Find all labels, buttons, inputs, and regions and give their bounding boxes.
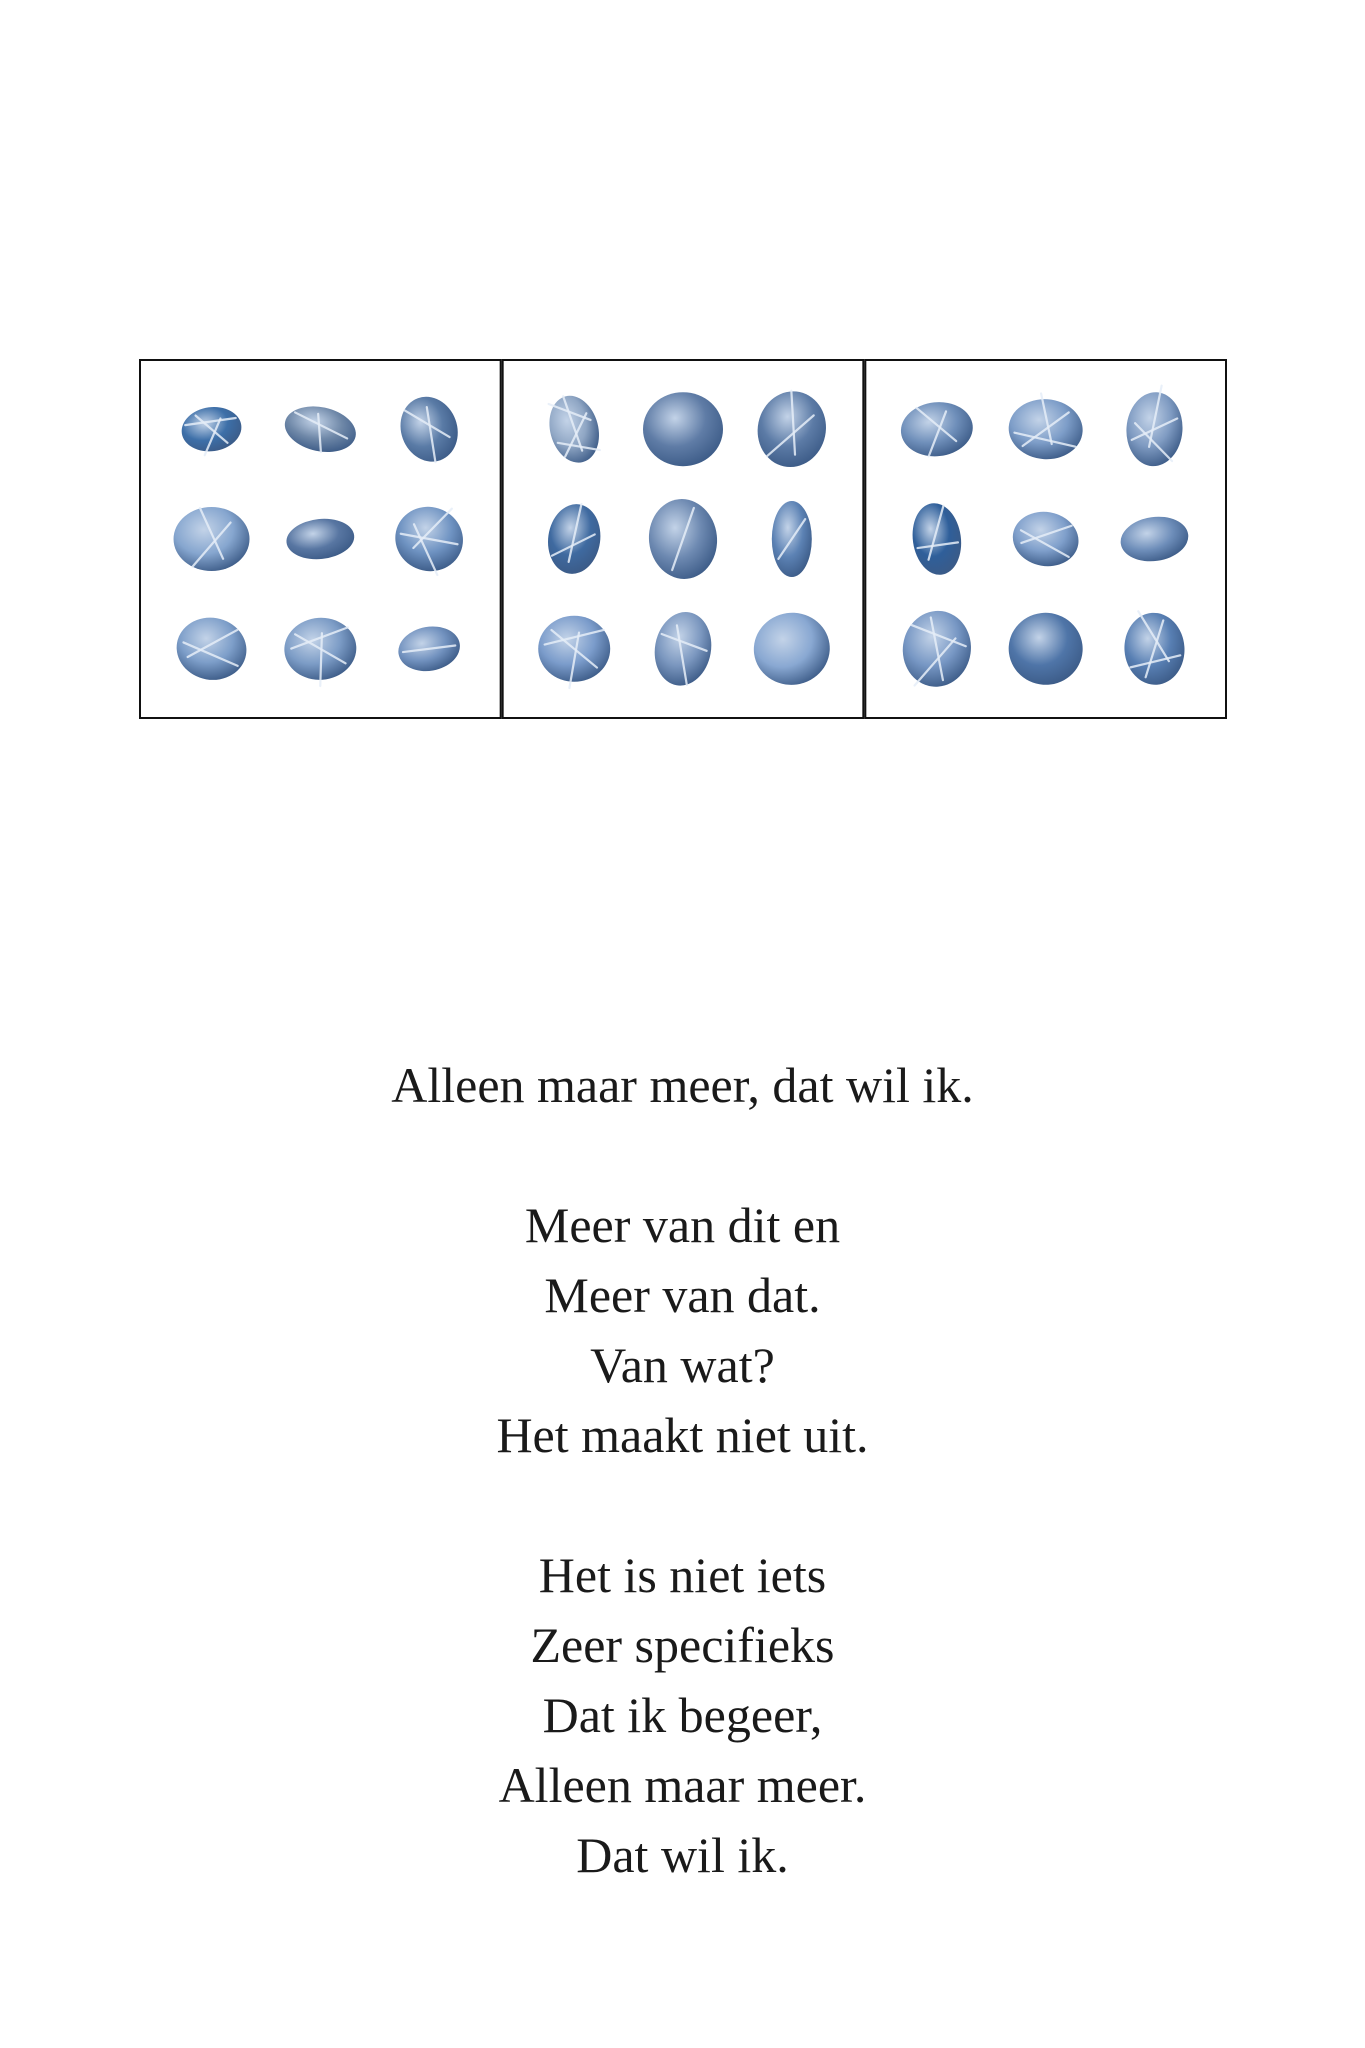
poem [0,1050,1365,1960]
poem-line: Het maakt niet uit. [496,1407,869,1463]
poem-line: Van wat? [590,1337,775,1393]
poem-line: Het is niet iets [538,1547,827,1603]
poem-line: Alleen maar meer. [498,1757,867,1813]
stanza-3 [0,1540,1365,1890]
poem-line: Zeer specifieks [530,1617,835,1673]
stanza-2 [0,1190,1365,1470]
stone-panel [140,360,501,718]
stone-panel [503,360,864,718]
poem-line: Alleen maar meer, dat wil ik. [391,1057,974,1113]
stones-triptych [139,359,1227,719]
poem-line: Meer van dit en [524,1197,841,1253]
stone [643,392,723,466]
poem-line: Dat wil ik. [576,1827,789,1883]
poem-line: Meer van dat. [544,1267,821,1323]
poem-line: Dat ik begeer, [542,1687,823,1743]
stanza-1 [0,1050,1365,1120]
stone [174,507,250,571]
stone [772,501,812,577]
stone-panel [865,360,1226,718]
